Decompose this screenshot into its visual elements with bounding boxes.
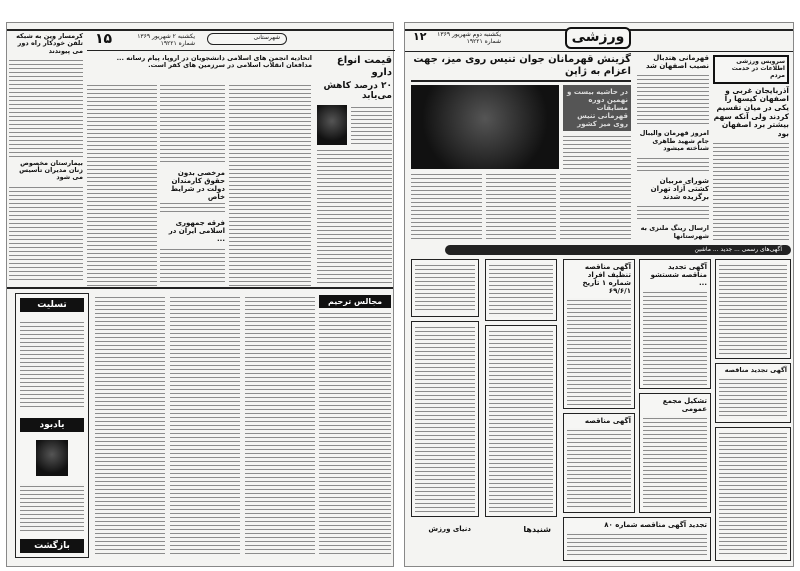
ad-text [20,484,84,531]
ad-box [715,427,791,561]
service-box [713,55,789,84]
ad-box [485,325,557,517]
headline: شورای مربیان کشتی آزاد تهران برگزیده شدند [650,176,709,201]
left-news-column [9,33,83,283]
ad-title: آگهی مناقصه [584,417,631,425]
ad-title: آگهی تجدید مناقصه شستشو ... [650,263,707,288]
ad-text [719,431,787,557]
ad-text [643,416,707,509]
ad-title: آگهی تجدید مناقصه [724,366,787,374]
ad-text [567,532,707,557]
photo-row [411,85,631,169]
ad-text [567,298,631,405]
article-text [317,148,392,285]
main-headline: گزینش قهرمانان جوان تنیس روی میز، جهت اعزام به ژاپن [413,54,631,77]
middle-news-column [637,54,709,240]
headline: فرقه جمهوری اسلامی ایران در ... [168,219,225,244]
ad-title: تشکیل مجمع عمومی [662,397,707,414]
article-text [713,141,789,240]
article-text [637,156,709,174]
page-number: ۱۲ [413,30,427,43]
caption-column [563,85,631,169]
article-text [351,105,392,145]
tender-ad [563,259,635,409]
headline: قیمت انواع دارو [336,55,392,78]
left-newspaper-page [6,22,394,567]
headline: بیمارستان مخصوص زنان مدیران تأسیس می شود [19,158,83,182]
ad-text [719,377,787,419]
article-text [87,83,157,287]
article-text [160,247,225,285]
ad-text [319,311,391,557]
ad-text [95,295,165,557]
right-newspaper-page [404,22,794,567]
ad-text [489,263,553,317]
headline: کرمسار وین به شبکه تلفن خودکار راه دور می پیوندند [16,32,83,55]
rumors-label: شنیدها [523,525,551,534]
main-story [411,54,631,240]
article-text [411,172,482,240]
ad-text [489,329,553,513]
date: یکشنبه دوم شهریور ۱۳۶۹ [437,31,501,38]
ad-text [643,290,707,385]
article-text [160,83,225,163]
headline: مرخصی بدون حقوق کارمندان دولت در شرایط خاص [170,169,225,202]
photo-row [317,105,392,145]
ad-text [245,295,315,557]
ad-text [20,320,84,410]
bottom-banner: بازگشت [20,539,84,553]
ad-box [411,321,479,517]
ad-title: تجدید آگهی مناقصه شماره ۸۰ [604,521,707,529]
article-text [9,58,83,156]
service-box-title: سرویس ورزشی اطلاعات در خدمت مردم [731,58,785,79]
tender-ad [715,363,791,423]
headline: ۲۰ درصد کاهش می‌یابد [323,81,392,102]
ad-text [567,428,631,509]
ad-column [15,293,89,558]
issue-number: شماره ۱۹۲۲۱ [466,38,501,45]
remembrance-banner: یادبود [20,418,84,432]
article-text [486,172,557,240]
memorial-banner: مجالس ترحیم [319,295,391,308]
portrait-photo [317,105,347,145]
ad-text [415,325,475,513]
ad-text [415,263,475,313]
ad-text [719,263,787,355]
tender-ad [563,517,711,561]
photo-caption: در حاشیه بیست و نهمین دوره مسابقات قهرمانی تنیس روی میز کشور [563,85,631,131]
ad-box [485,259,557,321]
issue-number: شماره ۱۹۲۲۱ [160,40,195,47]
article-text [637,73,709,127]
ad-box [411,259,479,317]
medicine-column [317,55,392,285]
official-ads-banner: آگهی‌های رسمی ... جدید ... ماشین [445,245,791,255]
article-text [637,204,709,222]
tender-ad [563,413,635,513]
divider [411,80,631,82]
ad-box [715,259,791,359]
ad-text [170,295,240,557]
article-text [9,185,83,283]
portrait-photo [36,440,68,476]
article-columns [411,172,631,240]
ad-title: آگهی مناقصه تنظیف افراد شماره ۱ تاریخ ۶۹/۶/۱ [582,263,631,296]
date: یکشنبه ۲ شهریور ۱۳۶۹ [137,33,195,40]
meeting-ad [639,393,711,513]
sports-world-label: دنیای ورزش [428,525,471,533]
headline: اتحادیه انجمن های اسلامی دانشجویان در اروپا، پیام رسانه ... مدافعان انقلاب اسلامی در سرزمین های کفر است. [116,54,312,70]
tender-ad [639,259,711,389]
headline: ارسال رینگ ملنزی به شهرستانها [640,224,709,240]
memorial-column [319,295,391,557]
article-text [160,201,225,213]
condolence-banner: تسلیت [20,298,84,312]
sports-section-logo: ورزشی [565,27,631,49]
footer-items [411,523,561,559]
article-text [560,172,631,240]
headline: قهرمانی هندبال نصیب اصفهان شد [645,54,709,71]
headline: امروز قهرمان والیبال جام شهید طاهری شناخته میشود [639,129,709,153]
section-label: شهرستانی [207,33,287,45]
table-tennis-photo [411,85,559,169]
page-number: ۱۵ [95,31,113,47]
headline: آذربایجان غربی و اصفهان کیسها را یکی در میان تقسیم کردند ولی آنکه سهم بیشتر برد اصفهان بود [713,85,789,138]
article-text [563,134,631,169]
right-news-column [713,55,789,240]
article-text [229,83,311,287]
